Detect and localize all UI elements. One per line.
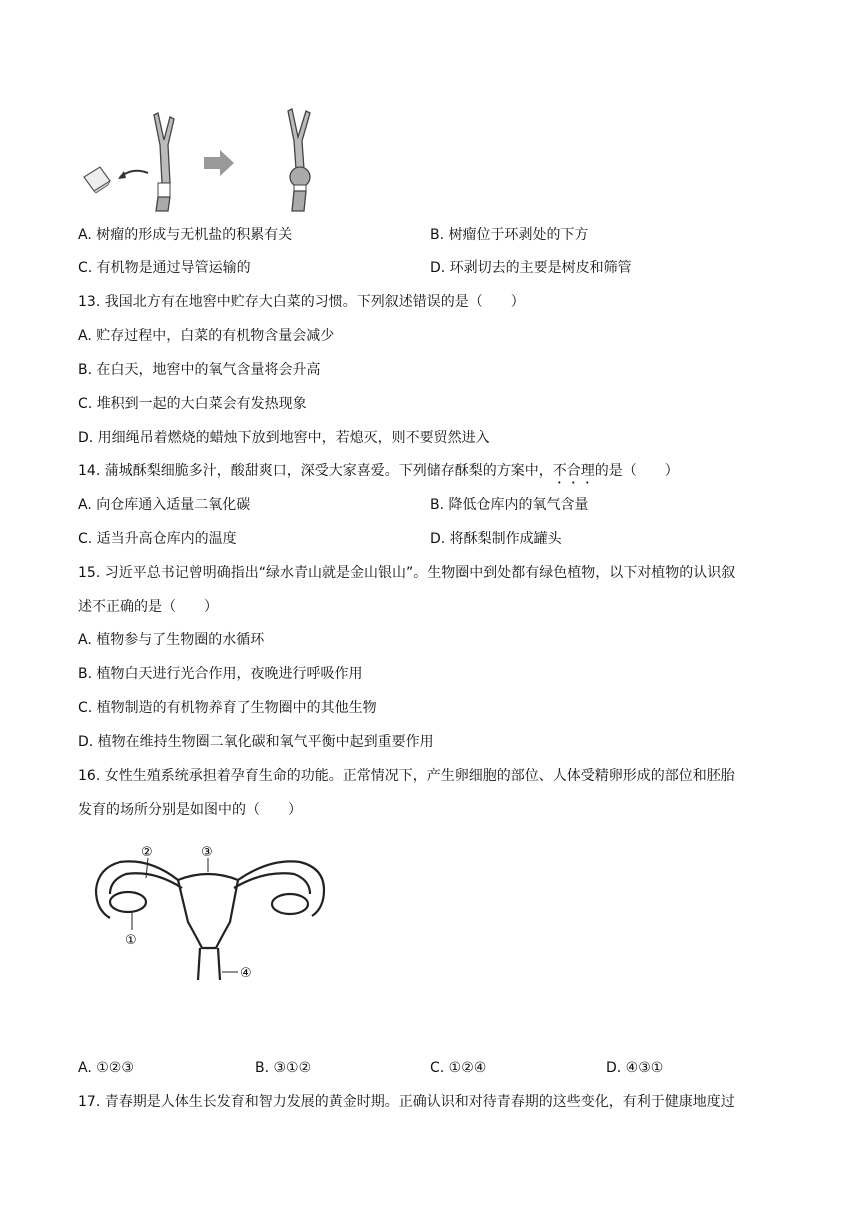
q13-option-a[interactable]: A. 贮存过程中，白菜的有机物含量会减少 — [78, 328, 335, 344]
q15-option-a[interactable]: A. 植物参与了生物圈的水循环 — [78, 632, 265, 648]
q16-option-c[interactable]: C. ①②④ — [430, 1060, 487, 1076]
q15-option-b[interactable]: B. 植物白天进行光合作用，夜晚进行呼吸作用 — [78, 666, 363, 682]
branch-with-tumor — [288, 109, 310, 211]
q14-option-b[interactable]: B. 降低仓库内的氧气含量 — [430, 497, 589, 513]
q15-stem-line1: 15. 习近平总书记曾明确指出“绿水青山就是金山银山”。生物圈中到处都有绿色植物，以下对植物的认识叙 — [78, 565, 736, 581]
q12-option-c[interactable]: C. 有机物是通过导管运输的 — [78, 260, 251, 276]
q14-stem-text: 14. 蒲城酥梨细脆多汁，酸甜爽口，深受大家喜爱。下列储存酥梨的方案中， — [78, 463, 553, 479]
q15-option-c[interactable]: C. 植物制造的有机物养育了生物圈中的其他生物 — [78, 700, 377, 716]
q13-option-d[interactable]: D. 用细绳吊着燃烧的蜡烛下放到地窖中，若熄灭，则不要贸然进入 — [78, 430, 490, 446]
right-arrow-icon — [204, 150, 234, 176]
q14-option-c[interactable]: C. 适当升高仓库内的温度 — [78, 531, 237, 547]
reproductive-system-figure — [90, 840, 340, 990]
q14-option-a[interactable]: A. 向仓库通入适量二氧化碳 — [78, 497, 251, 513]
branch-girdled — [154, 113, 174, 211]
label-4: ④ — [240, 966, 252, 981]
q14-stem-end: 的是（ ） — [594, 463, 679, 479]
q12-option-d[interactable]: D. 环剥切去的主要是树皮和筛管 — [430, 260, 632, 276]
q16-option-d[interactable]: D. ④③① — [606, 1060, 664, 1076]
q14-option-d[interactable]: D. 将酥梨制作成罐头 — [430, 531, 562, 547]
q12-option-a[interactable]: A. 树瘤的形成与无机盐的积累有关 — [78, 227, 293, 243]
q16-option-b[interactable]: B. ③①② — [255, 1060, 312, 1076]
q16-stem-line2: 发育的场所分别是如图中的（ ） — [78, 802, 302, 818]
label-3: ③ — [201, 845, 213, 860]
q16-option-a[interactable]: A. ①②③ — [78, 1060, 134, 1076]
label-1: ① — [125, 933, 137, 948]
q13-stem: 13. 我国北方有在地窖中贮存大白菜的习惯。下列叙述错误的是（ ） — [78, 294, 525, 310]
q13-option-c[interactable]: C. 堆积到一起的大白菜会有发热现象 — [78, 396, 307, 412]
label-2: ② — [141, 845, 153, 860]
q13-option-b[interactable]: B. 在白天，地窖中的氧气含量将会升高 — [78, 362, 321, 378]
girdling-figure — [78, 105, 338, 215]
q12-option-b[interactable]: B. 树瘤位于环剥处的下方 — [430, 227, 589, 243]
q15-stem-line2: 述不正确的是（ ） — [78, 599, 218, 615]
q14-stem — [78, 462, 679, 487]
q15-option-d[interactable]: D. 植物在维持生物圈二氧化碳和氧气平衡中起到重要作用 — [78, 734, 434, 750]
q16-stem-line1: 16. 女性生殖系统承担着孕育生命的功能。正常情况下，产生卵细胞的部位、人体受精卵形成的部位和胚胎 — [78, 768, 735, 784]
q14-emphasis: 不合理 — [552, 463, 595, 479]
bark-piece-icon — [84, 167, 110, 193]
q17-stem-line1: 17. 青春期是人体生长发育和智力发展的黄金时期。正确认识和对待青春期的这些变化，有利于健康地度过 — [78, 1094, 735, 1110]
